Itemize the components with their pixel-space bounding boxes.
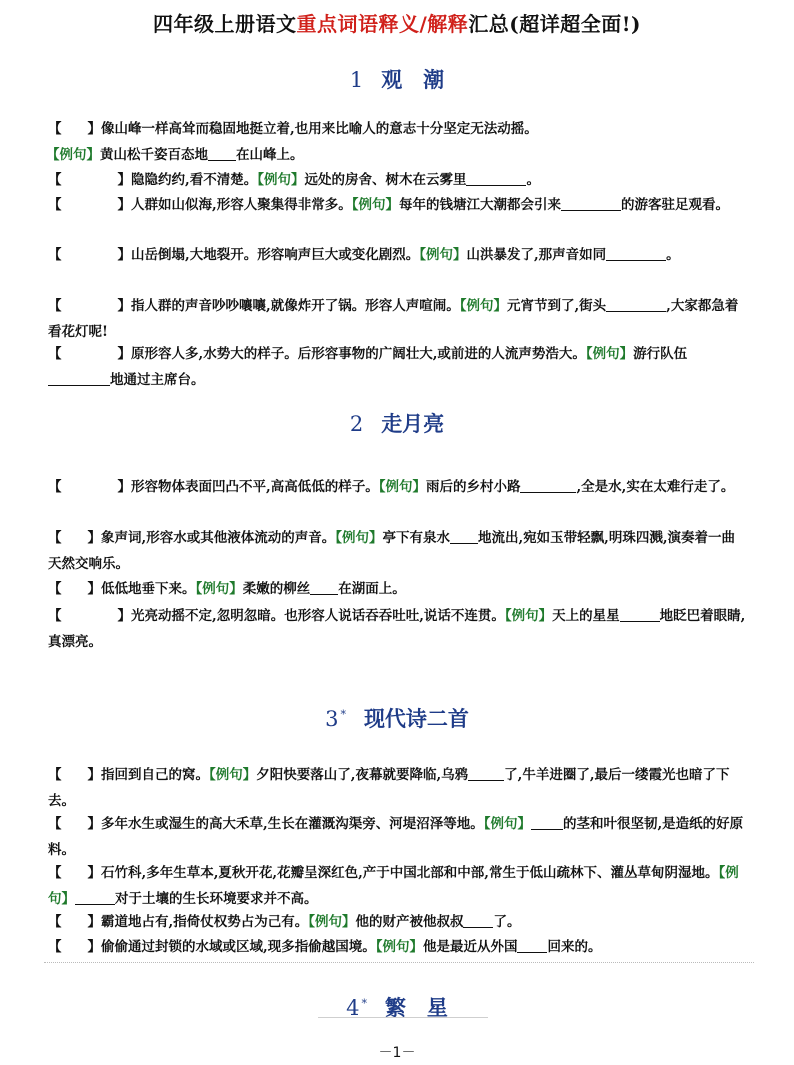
section-asterisk: *	[361, 997, 367, 1010]
fill-blank	[561, 196, 621, 211]
fill-blank	[463, 913, 493, 928]
document-title	[0, 8, 794, 37]
vocab-entry: 【 】人群如山似海,形容人聚集得非常多。【例句】每年的钱塘江大潮都会引来 的游客驻足观看。	[48, 197, 729, 213]
fill-blank	[208, 146, 236, 161]
vocab-entry: 【 】象声词,形容水或其他液体流动的声音。【例句】亭下有泉水 地流出,宛如玉带轻飘,明珠四溅,演奏着一曲天然交响乐。	[48, 530, 736, 572]
vocab-entry: 【 】低低地垂下来。【例句】柔嫩的柳丝 在湖面上。	[48, 581, 406, 597]
fill-blank	[520, 478, 576, 493]
fill-blank	[606, 246, 666, 261]
vocab-entry: 【 】像山峰一样高耸而稳固地挺立着,也用来比喻人的意志十分坚定无法动摇。	[48, 121, 538, 137]
vocab-entry: 【 】隐隐约约,看不清楚。【例句】远处的房舍、树木在云雾里 。	[48, 172, 540, 188]
fill-blank	[468, 766, 504, 781]
section-title: 观 潮	[381, 67, 445, 92]
section-number: 4 *	[346, 996, 367, 1020]
fill-blank	[310, 580, 338, 595]
vocab-entry: 【 】形容物体表面凹凸不平,高高低低的样子。【例句】雨后的乡村小路 ,全是水,实在太难行走了。	[48, 479, 735, 495]
section-asterisk: *	[340, 708, 346, 721]
example-entry: 【例句】黄山松千姿百态地 在山峰上。	[46, 147, 304, 163]
fill-blank	[620, 607, 660, 622]
section-number: 3 *	[325, 707, 346, 731]
fill-blank	[75, 890, 115, 905]
example-label: 【例句】	[46, 147, 100, 163]
title-highlight: 重点词语释义/解释	[296, 12, 469, 36]
fill-blank	[531, 815, 563, 830]
vocab-entry: 【 】指人群的声音吵吵嚷嚷,就像炸开了锅。形容人声喧闹。【例句】元宵节到了,街头 ,大家都急着看花灯呢!	[48, 298, 739, 340]
fill-blank	[48, 371, 110, 386]
fill-blank	[606, 297, 666, 312]
fill-blank	[450, 529, 478, 544]
page-number: －1－	[378, 1045, 416, 1061]
section-heading-3	[0, 703, 794, 733]
divider	[44, 962, 754, 963]
vocab-entry: 【 】霸道地占有,指倚仗权势占为己有。【例句】他的财产被他叔叔 了。	[48, 914, 521, 930]
vocab-entry: 【 】光亮动摇不定,忽明忽暗。也形容人说话吞吞吐吐,说话不连贯。【例句】天上的星星 地眨巴着眼睛,真漂亮。	[48, 608, 746, 650]
divider	[318, 1017, 488, 1018]
vocab-entry: 【 】山岳倒塌,大地裂开。形容响声巨大或变化剧烈。【例句】山洪暴发了,那声音如同 。	[48, 247, 680, 263]
fill-blank	[517, 938, 547, 953]
definition: 像山峰一样高耸而稳固地挺立着,也用来比喻人的意志十分坚定无法动摇。	[101, 121, 538, 137]
vocab-entry: 【 】原形容人多,水势大的样子。后形容事物的广阔壮大,或前进的人流声势浩大。【例句】游行队伍地通过主席台。	[48, 346, 688, 388]
section-number: 2	[349, 412, 364, 436]
section-title: 繁 星	[384, 995, 448, 1020]
section-heading-1	[0, 64, 794, 94]
vocab-entry: 【 】多年水生或湿生的高大禾草,生长在灌溉沟渠旁、河堤沼泽等地。【例句】 的茎和叶很坚韧,是造纸的好原料。	[48, 816, 744, 858]
vocab-entry: 【 】石竹科,多年生草本,夏秋开花,花瓣呈深红色,产于中国北部和中部,常生于低山疏林下、灌丛草甸阴湿地。【例句】 对于土壤的生长环境要求并不高。	[48, 865, 739, 907]
vocab-entry: 【 】指回到自己的窝。【例句】夕阳快要落山了,夜幕就要降临,乌鸦 了,牛羊进圈了,最后一缕霞光也暗了下去。	[48, 767, 730, 809]
section-heading-2	[0, 408, 794, 438]
vocab-entry: 【 】偷偷通过封锁的水域或区域,现多指偷越国境。【例句】他是最近从外国 回来的。	[48, 939, 602, 955]
section-number: 1	[349, 68, 364, 92]
section-title: 现代诗二首	[363, 706, 469, 731]
title-part-3: 汇总(超详超全面!)	[468, 12, 642, 36]
section-title: 走月亮	[381, 411, 445, 436]
title-part-1: 四年级上册语文	[152, 12, 297, 36]
fill-blank	[466, 171, 526, 186]
